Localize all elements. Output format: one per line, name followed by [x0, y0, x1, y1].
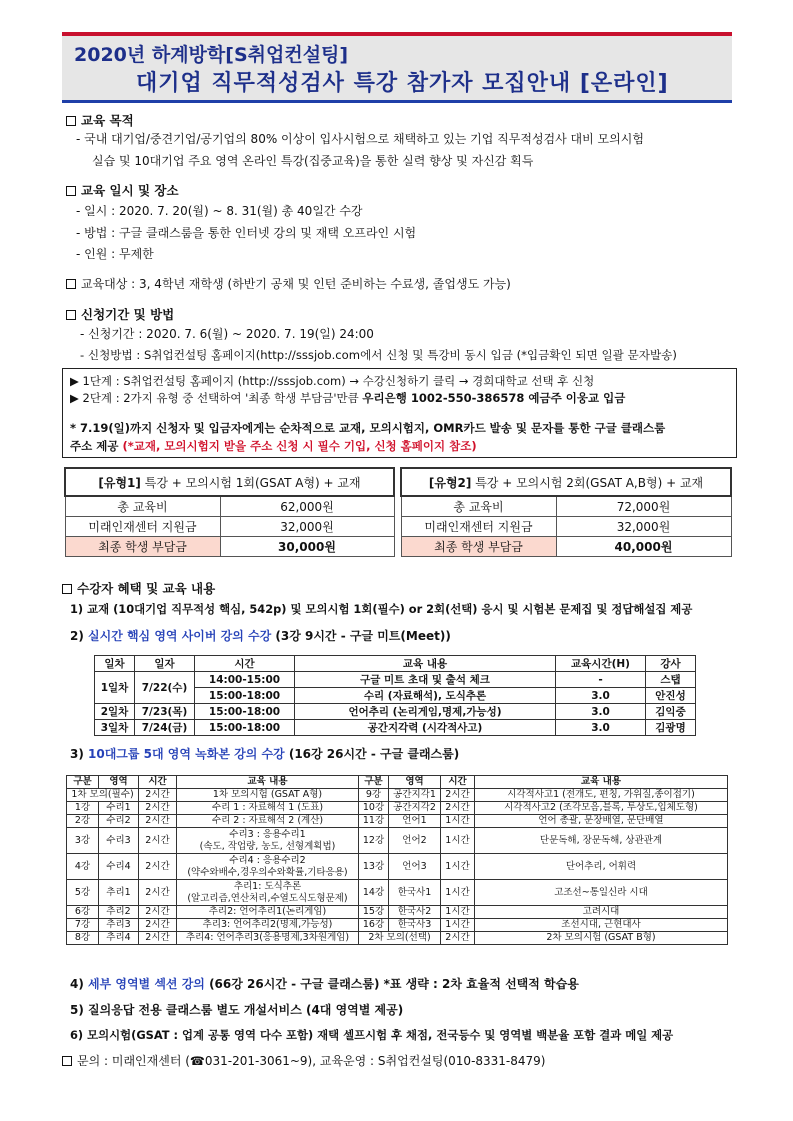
table-row: 4강 수리4 2시간 수리4 : 응용수리2 (약수와배수,경우의수와확률,기타응용) 13강 언어3 1시간 단어추리, 어휘력 — [67, 854, 728, 880]
purpose-line1: - 국내 대기업/중견기업/공기업의 80% 이상이 입사시험으로 채택하고 있는 기업 직무적성검사 대비 모의시험 — [76, 132, 644, 146]
purpose-line2: 실습 및 10대기업 주요 영역 온라인 특강(집중교육)을 통한 실력 향상 및 자신감 획득 — [92, 154, 534, 168]
fee2-title: [유형2] 특강 + 모의시험 2회(GSAT A,B형) + 교재 — [401, 468, 731, 496]
table-row: 8강 추리4 2시간 추리4: 언어추리3(응용명제,3차원게임) 2차 모의(선택) 2시간 2차 모의시험 (GSAT B형) — [67, 932, 728, 945]
header-blue-bar — [62, 100, 732, 103]
section-benefits-title: 수강자 혜택 및 교육 내용 — [62, 579, 215, 597]
schedule-line1: - 일시 : 2020. 7. 20(월) ~ 8. 31(월) 총 40일간 수강 — [76, 204, 363, 218]
table-row: 5강 추리1 2시간 추리1: 도식추론 (알고리즘,연산처리,수열도식도형문제) 14강 한국사1 1시간 고조선~통일신라 시대 — [67, 880, 728, 906]
table-row: 3일차 7/24(금) 15:00-18:00 공간지각력 (시각적사고) 3.0 김광명 — [95, 720, 696, 736]
schedule-line3: - 인원 : 무제한 — [76, 247, 154, 261]
contact-info: 문의 : 미래인재센터 (☎031-201-3061~9), 교육운영 : S취업컨설팅(010-8331-8479) — [62, 1052, 545, 1069]
checkbox-icon — [66, 310, 76, 320]
table-header-row: 일차 일자 시간 교육 내용 교육시간(H) 강사 — [95, 656, 696, 672]
section-schedule-title: 교육 일시 및 장소 — [66, 181, 179, 199]
fee-table-type2: [유형2] 특강 + 모의시험 2회(GSAT A,B형) + 교재 총 교육비 72,000원 미래인재센터 지원금 32,000원 최종 학생 부담금 40,000원 — [400, 467, 732, 557]
benefit-4: 4) 세부 영역별 섹션 강의 (66강 26시간 - 구글 클래스룸) *표 생략 : 2차 효율적 선택적 학습용 — [70, 977, 579, 991]
bank-account: 우리은행 1002-550-386578 예금주 이웅교 입금 — [362, 391, 626, 405]
notice-line4: 주소 제공 (*교재, 모의시험지 받을 주소 신청 시 필수 기입, 신청 홈페이지 참조) — [70, 439, 477, 453]
table-row: 7강 추리3 2시간 추리3: 언어추리2(명제,가능성) 16강 한국사3 1시간 조선시대, 근현대사 — [67, 919, 728, 932]
page-title: 대기업 직무적성검사 특강 참가자 모집안내 [온라인] — [136, 71, 669, 96]
benefit-1: 1) 교재 (10대기업 직무적성 핵심, 542p) 및 모의시험 1회(필수) or 2회(선택) 응시 및 시험본 문제집 및 정답해설집 제공 — [70, 602, 693, 616]
section-apply-title: 신청기간 및 방법 — [66, 305, 174, 323]
recorded-lecture-table — [66, 775, 728, 945]
section-target: 교육대상 : 3, 4학년 재학생 (하반기 공채 및 인턴 준비하는 수료생, 졸업생도 가능) — [66, 275, 511, 292]
checkbox-icon — [66, 186, 76, 196]
table-row: 2일차 7/23(목) 15:00-18:00 언어추리 (논리게임,명제,가능성) 3.0 김익중 — [95, 704, 696, 720]
table-row: 15:00-18:00 수리 (자료해석), 도식추론 3.0 안진성 — [95, 688, 696, 704]
checkbox-icon — [62, 1056, 72, 1066]
table-header-row: 구분 영역 시간 교육 내용 구분 영역 시간 교육 내용 — [67, 776, 728, 789]
fee-table-type1: [유형1] 특강 + 모의시험 1회(GSAT A형) + 교재 총 교육비 62,000원 미래인재센터 지원금 32,000원 최종 학생 부담금 30,000원 — [64, 467, 395, 557]
checkbox-icon — [62, 584, 72, 594]
fee2-final: 40,000원 — [556, 536, 731, 556]
fee1-title: [유형1] 특강 + 모의시험 1회(GSAT A형) + 교재 — [65, 468, 394, 496]
table-row: 1차 모의(필수) 2시간 1차 모의시험 (GSAT A형) 9강 공간지각1 2시간 시각적사고1 (전개도, 펀칭, 가위질,종이접기) — [67, 789, 728, 802]
table-row: 1강 수리1 2시간 수리 1 : 자료해석 1 (도표) 10강 공간지각2 2시간 시각적사고2 (조각모음,블록, 투상도,입체도형) — [67, 802, 728, 815]
title-line1: 2020년 하계방학[S취업컨설팅] — [74, 44, 349, 66]
live-lecture-table — [94, 655, 696, 736]
notice-step1: ▶ 1단계 : S취업컨설팅 홈페이지 (http://sssjob.com) → 수강신청하기 클릭 → 경희대학교 선택 후 신청 — [70, 374, 595, 388]
benefit-2: 2) 실시간 핵심 영역 사이버 강의 수강 (3강 9시간 - 구글 미트(Meet)) — [70, 629, 451, 643]
table-row: 3강 수리3 2시간 수리3 : 응용수리1 (속도, 작업량, 농도, 선형계획법) 12강 언어2 1시간 단문독해, 장문독해, 상관관계 — [67, 828, 728, 854]
checkbox-icon — [66, 279, 76, 289]
benefit-5: 5) 질의응답 전용 클래스룸 별도 개설서비스 (4대 영역별 제공) — [70, 1003, 404, 1017]
schedule-line2: - 방법 : 구글 클래스룸을 통한 인터넷 강의 및 재택 오프라인 시험 — [76, 226, 417, 240]
checkbox-icon — [66, 116, 76, 126]
section-purpose-title: 교육 목적 — [66, 111, 134, 129]
notice-step2: ▶ 2단계 : 2가지 유형 중 선택하여 '최종 학생 부담금'만큼 우리은행 1002-550-386578 예금주 이웅교 입금 — [70, 391, 626, 405]
benefit-6: 6) 모의시험(GSAT : 업계 공통 영역 다수 포함) 재택 셀프시험 후 채점, 전국등수 및 영역별 백분율 포함 결과 메일 제공 — [70, 1028, 674, 1042]
benefit-3: 3) 10대그룹 5대 영역 녹화본 강의 수강 (16강 26시간 - 구글 클래스룸) — [70, 747, 460, 761]
fee1-final: 30,000원 — [220, 536, 394, 556]
table-row: 1일차 7/22(수) 14:00-15:00 구글 미트 초대 및 출석 체크 - 스탭 — [95, 672, 696, 688]
apply-period: - 신청기간 : 2020. 7. 6(월) ~ 2020. 7. 19(일) 24:00 — [80, 327, 374, 341]
table-row: 2강 수리2 2시간 수리 2 : 자료해석 2 (계산) 11강 언어1 1시간 언어 총괄, 문장배열, 문단배열 — [67, 815, 728, 828]
notice-box — [62, 368, 737, 458]
notice-line3: * 7.19(일)까지 신청자 및 입금자에게는 순차적으로 교재, 모의시험지, OMR카드 발송 및 문자를 통한 구글 클래스룸 — [70, 421, 666, 435]
table-row: 6강 추리2 2시간 추리2: 언어추리1(논리게임) 15강 한국사2 1시간 고려시대 — [67, 906, 728, 919]
apply-method: - 신청방법 : S취업컨설팅 홈페이지(http://sssjob.com에서 신청 및 특강비 동시 입금 (*입금확인 되면 일괄 문자발송) — [80, 348, 677, 362]
